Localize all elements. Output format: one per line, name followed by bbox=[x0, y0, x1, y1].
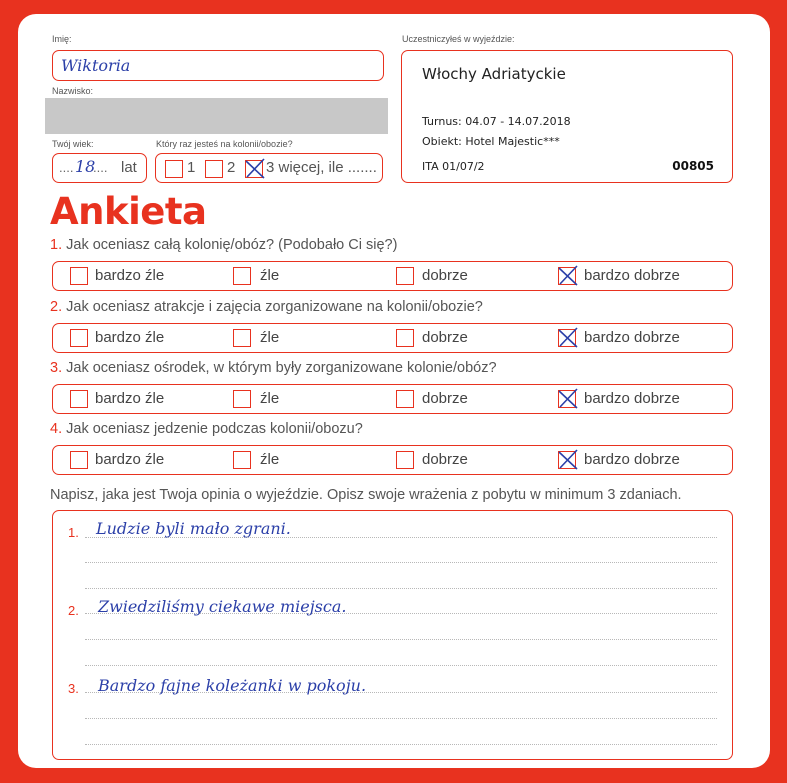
option-label-bardzo-dobrze: bardzo dobrze bbox=[584, 267, 680, 284]
question-3 bbox=[50, 360, 497, 376]
imie-label: Imię: bbox=[52, 34, 72, 44]
wiek-label: Twój wiek: bbox=[52, 139, 94, 149]
trip-obiekt: Obiekt: Hotel Majestic*** bbox=[422, 135, 560, 148]
option-label-bardzo-zle: bardzo źle bbox=[95, 451, 165, 468]
q3-zle-checkbox[interactable] bbox=[233, 390, 251, 408]
q3-bardzo-zle-checkbox[interactable] bbox=[70, 390, 88, 408]
option-label-dobrze: dobrze bbox=[422, 329, 468, 346]
option-label-bardzo-dobrze: bardzo dobrze bbox=[584, 329, 680, 346]
ktory-raz-label: Który raz jesteś na kolonii/obozie? bbox=[156, 139, 293, 149]
option-label-bardzo-zle: bardzo źle bbox=[95, 329, 165, 346]
trip-turnus: Turnus: 04.07 - 14.07.2018 bbox=[422, 115, 571, 128]
answer-2-text: Zwiedziliśmy ciekawe miejsca. bbox=[98, 597, 347, 616]
option-label-bardzo-dobrze: bardzo dobrze bbox=[584, 451, 680, 468]
imie-field[interactable] bbox=[52, 50, 384, 81]
raz-2-label: 2 bbox=[227, 159, 236, 176]
wiek-dots-before: .... bbox=[59, 160, 74, 175]
option-label-zle: źle bbox=[260, 267, 280, 284]
question-number: 4. bbox=[50, 421, 63, 437]
check-x-icon bbox=[557, 327, 579, 349]
answer-2-number: 2. bbox=[68, 603, 79, 618]
option-label-bardzo-zle: bardzo źle bbox=[95, 390, 165, 407]
question-text: Jak oceniasz całą kolonię/obóz? (Podobało Ci się?) bbox=[66, 237, 398, 253]
option-label-zle: źle bbox=[260, 329, 280, 346]
answer-row-3 bbox=[52, 384, 733, 414]
q2-bardzo-zle-checkbox[interactable] bbox=[70, 329, 88, 347]
q3-dobrze-checkbox[interactable] bbox=[396, 390, 414, 408]
page-title: Ankieta bbox=[50, 190, 207, 233]
answer-3-number: 3. bbox=[68, 681, 79, 696]
uczestnictwo-label: Uczestniczyłeś w wyjeździe: bbox=[402, 34, 515, 44]
q2-zle-checkbox[interactable] bbox=[233, 329, 251, 347]
option-label-dobrze: dobrze bbox=[422, 451, 468, 468]
q4-bardzo-dobrze-checkbox[interactable] bbox=[558, 451, 576, 469]
answer-3-text: Bardzo fajne koleżanki w pokoju. bbox=[98, 676, 367, 695]
wiek-unit: lat bbox=[121, 159, 137, 176]
ktory-raz-field bbox=[155, 153, 383, 183]
check-x-icon bbox=[244, 158, 266, 180]
imie-value: Wiktoria bbox=[61, 56, 131, 75]
check-x-icon bbox=[557, 449, 579, 471]
q4-zle-checkbox[interactable] bbox=[233, 451, 251, 469]
option-label-bardzo-zle: bardzo źle bbox=[95, 267, 165, 284]
wiek-value: 18 bbox=[75, 157, 96, 176]
answer-row-4 bbox=[52, 445, 733, 475]
q2-dobrze-checkbox[interactable] bbox=[396, 329, 414, 347]
trip-code: ITA 01/07/2 bbox=[422, 160, 485, 173]
q4-dobrze-checkbox[interactable] bbox=[396, 451, 414, 469]
ruled-line bbox=[85, 744, 717, 745]
check-x-icon bbox=[557, 265, 579, 287]
option-label-dobrze: dobrze bbox=[422, 390, 468, 407]
opinion-prompt: Napisz, jaka jest Twoja opinia o wyjeździe. Opisz swoje wrażenia z pobytu w minimum 3 zdaniach. bbox=[50, 487, 682, 503]
question-4 bbox=[50, 421, 363, 437]
nazwisko-redacted bbox=[45, 98, 388, 134]
nazwisko-label: Nazwisko: bbox=[52, 86, 94, 96]
question-number: 2. bbox=[50, 299, 63, 315]
q2-bardzo-dobrze-checkbox[interactable] bbox=[558, 329, 576, 347]
raz-1-label: 1 bbox=[187, 159, 196, 176]
raz-1-checkbox[interactable] bbox=[165, 160, 183, 178]
option-label-zle: źle bbox=[260, 451, 280, 468]
question-2 bbox=[50, 299, 483, 315]
question-number: 3. bbox=[50, 360, 63, 376]
option-label-bardzo-dobrze: bardzo dobrze bbox=[584, 390, 680, 407]
question-text: Jak oceniasz atrakcje i zajęcia zorganizowane na kolonii/obozie? bbox=[66, 299, 483, 315]
option-label-dobrze: dobrze bbox=[422, 267, 468, 284]
answer-1-text: Ludzie byli mało zgrani. bbox=[96, 519, 291, 538]
trip-info-box bbox=[401, 50, 733, 183]
question-text: Jak oceniasz jedzenie podczas kolonii/obozu? bbox=[66, 421, 363, 437]
q1-bardzo-dobrze-checkbox[interactable] bbox=[558, 267, 576, 285]
q1-zle-checkbox[interactable] bbox=[233, 267, 251, 285]
raz-2-checkbox[interactable] bbox=[205, 160, 223, 178]
raz-3-label: 3 więcej, ile ....... bbox=[266, 159, 377, 176]
ruled-line bbox=[85, 665, 717, 666]
q3-bardzo-dobrze-checkbox[interactable] bbox=[558, 390, 576, 408]
ruled-line bbox=[85, 588, 717, 589]
question-1 bbox=[50, 237, 397, 253]
ruled-line bbox=[85, 718, 717, 719]
opinion-box[interactable] bbox=[52, 510, 733, 760]
ruled-line bbox=[85, 639, 717, 640]
answer-row-2 bbox=[52, 323, 733, 353]
wiek-dots-after: .... bbox=[93, 160, 108, 175]
q4-bardzo-zle-checkbox[interactable] bbox=[70, 451, 88, 469]
option-label-zle: źle bbox=[260, 390, 280, 407]
trip-name: Włochy Adriatyckie bbox=[422, 65, 566, 83]
answer-1-number: 1. bbox=[68, 525, 79, 540]
question-text: Jak oceniasz ośrodek, w którym były zorganizowane kolonie/obóz? bbox=[66, 360, 497, 376]
answer-row-1 bbox=[52, 261, 733, 291]
q1-bardzo-zle-checkbox[interactable] bbox=[70, 267, 88, 285]
trip-number: 00805 bbox=[672, 159, 714, 173]
check-x-icon bbox=[557, 388, 579, 410]
wiek-field[interactable] bbox=[52, 153, 147, 183]
q1-dobrze-checkbox[interactable] bbox=[396, 267, 414, 285]
question-number: 1. bbox=[50, 237, 63, 253]
raz-3-checkbox[interactable] bbox=[245, 160, 263, 178]
ruled-line bbox=[85, 562, 717, 563]
